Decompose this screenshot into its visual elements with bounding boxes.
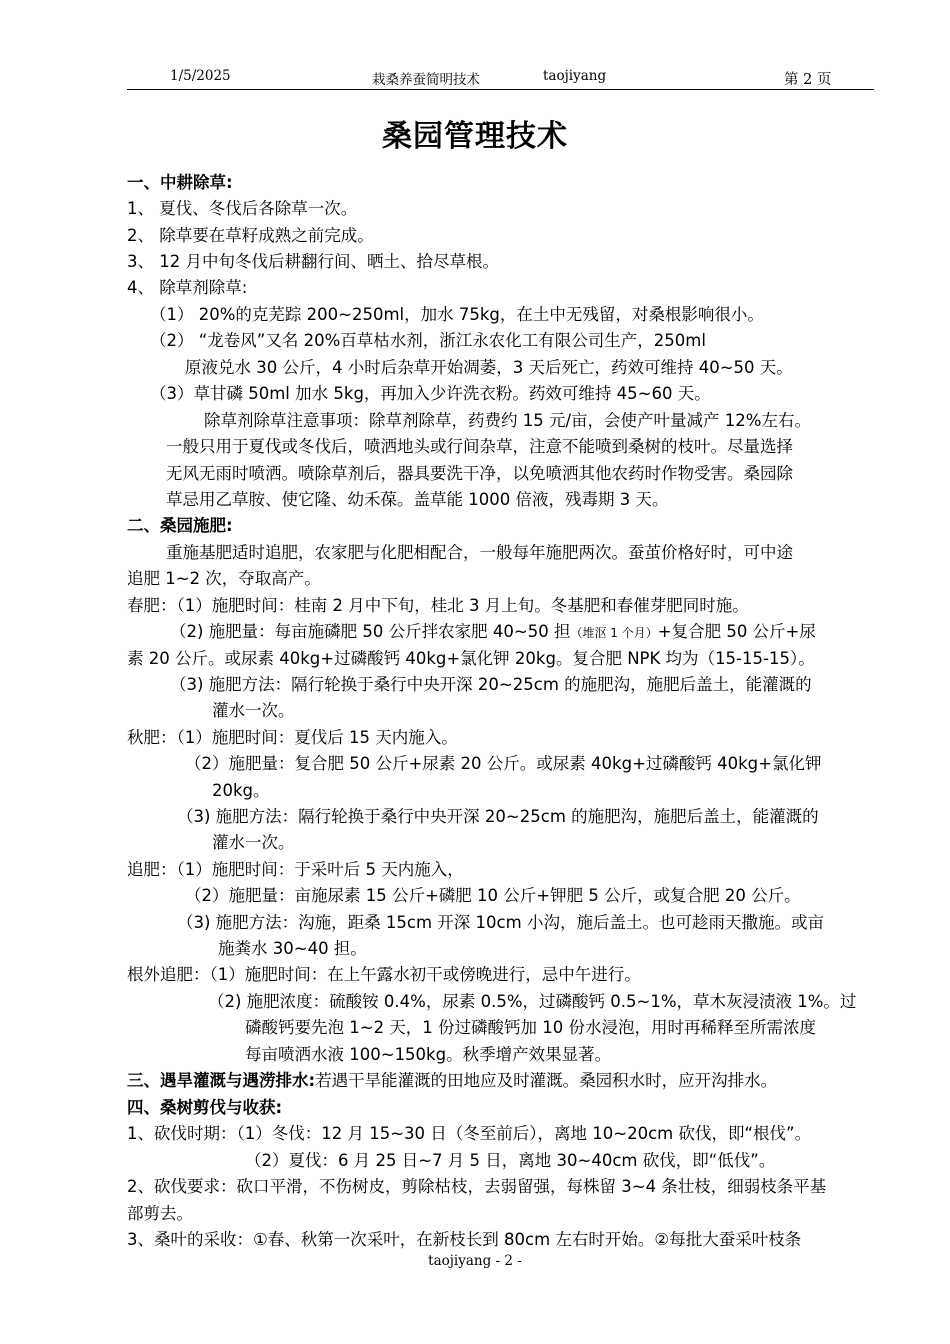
text-line: 灌水一次。 (212, 701, 295, 720)
text-line: （2） “龙卷风”又名 20%百草枯水剂，浙江永农化工有限公司生产，250ml (150, 331, 706, 350)
text-line: 秋肥：（1）施肥时间：夏伐后 15 天内施入。 (127, 728, 458, 747)
header-divider (127, 89, 874, 90)
fertilizer-amount-note: （堆沤 1 个月） (570, 626, 658, 640)
fertilizer-amount-text-2: +复合肥 50 公斤+尿 (657, 622, 816, 641)
text-line: 施粪水 30~40 担。 (218, 939, 367, 958)
text-line: 草忌用乙草胺、使它隆、幼禾葆。盖草能 1000 倍液，残毒期 3 天。 (166, 490, 669, 509)
text-line: 1、砍伐时期：（1）冬伐：12 月 15~30 日（冬至前后），离地 10~20cm 砍伐，即“根伐”。 (127, 1124, 812, 1143)
text-line: 4、 除草剂除草: (127, 278, 248, 297)
text-line: 除草剂除草注意事项：除草剂除草，药费约 15 元/亩，会使产叶量减产 12%左右。 (204, 411, 811, 430)
text-line: 灌水一次。 (212, 833, 295, 852)
fertilizer-amount-text: （2) 施肥量：每亩施磷肥 50 公斤拌农家肥 40~50 担 (170, 622, 571, 641)
text-line: 春肥：（1）施肥时间：桂南 2 月中下旬，桂北 3 月上旬。冬基肥和春催芽肥同时施。 (127, 596, 749, 615)
text-line: （1） 20%的克芜踪 200~250ml，加水 75kg，在土中无残留，对桑根影响很小。 (150, 305, 764, 324)
irrigation-line (127, 1070, 777, 1092)
text-line: 根外追肥：（1）施肥时间：在上午露水初干或傍晚进行，忌中午进行。 (127, 965, 641, 984)
text-line: 每亩喷洒水液 100~150kg。秋季增产效果显著。 (245, 1045, 612, 1064)
section-heading: 二、桑园施肥: (127, 516, 233, 535)
text-line: 原液兑水 30 公斤，4 小时后杂草开始凋萎，3 天后死亡，药效可维持 40~50 天。 (185, 358, 793, 377)
section-heading: 四、桑树剪伐与收获: (127, 1098, 283, 1117)
text-line: 3、 12 月中旬冬伐后耕翻行间、晒土、拾尽草根。 (127, 252, 499, 271)
page-footer: taojiyang - 2 - (428, 1253, 522, 1269)
section-heading-irrigation: 三、遇旱灌溉与遇涝排水: (127, 1071, 316, 1090)
text-line: 1、 夏伐、冬伐后各除草一次。 (127, 199, 358, 218)
text-line: （3) 施肥方法：隔行轮换于桑行中央开深 20~25cm 的施肥沟，施肥后盖土，能灌溉的 (177, 807, 819, 826)
irrigation-text: 若遇干旱能灌溉的田地应及时灌溉。桑园积水时，应开沟排水。 (315, 1071, 778, 1090)
text-line: （2）施肥量：亩施尿素 15 公斤+磷肥 10 公斤+钾肥 5 公斤，或复合肥 20 公斤。 (185, 886, 801, 905)
text-line: （3) 施肥方法：隔行轮换于桑行中央开深 20~25cm 的施肥沟，施肥后盖土，能灌溉的 (170, 675, 812, 694)
text-line: 2、 除草要在草籽成熟之前完成。 (127, 226, 374, 245)
header-center-title: 栽桑养蚕简明技术 (372, 72, 480, 88)
text-line: 一般只用于夏伐或冬伐后，喷洒地头或行间杂草，注意不能喷到桑树的枝叶。尽量选择 (166, 437, 793, 456)
header-date: 1/5/2025 (170, 68, 231, 84)
text-line: 部剪去。 (127, 1204, 193, 1223)
text-line: 追肥：（1）施肥时间：于采叶后 5 天内施入， (127, 860, 464, 879)
text-line: 20kg。 (212, 781, 270, 800)
text-line: （3) 施肥方法：沟施，距桑 15cm 开深 10cm 小沟，施后盖土。也可趁雨天撒施。或亩 (177, 913, 824, 932)
text-line: 重施基肥适时追肥，农家肥与化肥相配合，一般每年施肥两次。蚕茧价格好时，可中途 (166, 543, 793, 562)
text-line: （3）草甘磷 50ml 加水 5kg，再加入少许洗衣粉。药效可维持 45~60 天。 (150, 384, 711, 403)
text-line: 追肥 1~2 次，夺取高产。 (127, 569, 321, 588)
text-line: 无风无雨时喷洒。喷除草剂后，器具要洗干净，以免喷洒其他农药时作物受害。桑园除 (166, 464, 793, 483)
text-line: （2）施肥量：复合肥 50 公斤+尿素 20 公斤。或尿素 40kg+过磷酸钙 40kg+氯化钾 (185, 754, 822, 773)
text-line: 磷酸钙要先泡 1~2 天，1 份过磷酸钙加 10 份水浸泡，用时再稀释至所需浓度 (245, 1018, 817, 1037)
header-page-number: 第 2 页 (784, 72, 832, 88)
header-author: taojiyang (543, 68, 607, 84)
text-line: 素 20 公斤。或尿素 40kg+过磷酸钙 40kg+氯化钾 20kg。复合肥 NPK 均为（15-15-15）。 (127, 649, 815, 668)
text-line: （2）夏伐：6 月 25 日~7 月 5 日，离地 30~40cm 砍伐，即“低伐”。 (245, 1151, 776, 1170)
text-line: 3、桑叶的采收：①春、秋第一次采叶，在新枝长到 80cm 左右时开始。②每批大蚕采叶枝条 (127, 1230, 802, 1249)
fertilizer-amount-line (170, 621, 816, 644)
page-title: 桑园管理技术 (382, 119, 568, 154)
section-heading: 一、中耕除草: (127, 173, 233, 192)
text-line: 2、砍伐要求：砍口平滑，不伤树皮，剪除枯枝，去弱留强，每株留 3~4 条壮枝，细弱枝条平基 (127, 1177, 827, 1196)
text-line: （2) 施肥浓度：硫酸铵 0.4%，尿素 0.5%，过磷酸钙 0.5~1%，草木灰浸渍液 1%。过 (208, 992, 857, 1011)
